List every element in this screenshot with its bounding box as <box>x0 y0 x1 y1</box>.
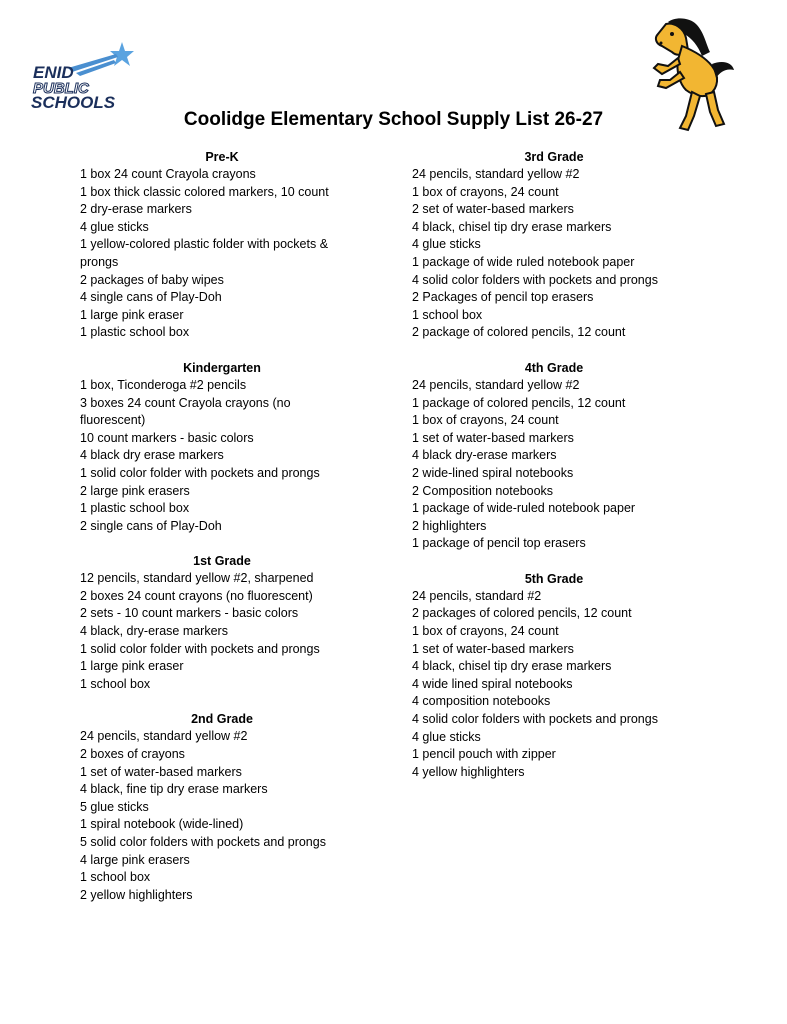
enid-logo-icon <box>28 40 138 112</box>
list-item: 5 solid color folders with pockets and prongs <box>80 835 326 849</box>
list-item: 4 glue sticks <box>80 219 149 234</box>
list-item: 1 pencil pouch with zipper <box>412 747 556 762</box>
list-item: 24 pencils, standard #2 <box>412 588 542 603</box>
supply-list <box>80 570 400 693</box>
list-item: 1 package of wide-ruled notebook paper <box>412 501 636 516</box>
left-column <box>80 148 400 921</box>
list-item: 10 count markers - basic colors <box>80 430 254 445</box>
list-item: 2 single cans of Play-Doh <box>80 518 222 533</box>
list-item: 24 pencils, standard yellow #2 <box>412 167 580 181</box>
list-item: 4 black, chisel tip dry erase markers <box>412 659 612 674</box>
list-item: 1 set of water-based markers <box>80 764 242 779</box>
list-item: 1 large pink eraser <box>80 659 184 674</box>
list-item: 1 yellow-colored plastic folder with pockets & prongs <box>80 237 329 269</box>
list-item: 2 wide-lined spiral notebooks <box>412 465 574 480</box>
list-item: 1 solid color folder with pockets and prongs <box>80 465 320 480</box>
list-item: 2 large pink erasers <box>80 483 190 498</box>
list-item: 1 box of crayons, 24 count <box>412 624 559 639</box>
list-item: 1 school box <box>412 307 483 322</box>
supply-list <box>80 377 400 535</box>
list-item: 4 glue sticks <box>412 237 481 252</box>
section-heading: Pre-K <box>205 150 239 164</box>
list-item: 2 highlighters <box>412 518 487 533</box>
section-heading: 3rd Grade <box>524 150 584 164</box>
page-title: Coolidge Elementary School Supply List 26-27 <box>183 109 604 130</box>
list-item: 2 dry-erase markers <box>80 202 192 217</box>
list-item: 4 glue sticks <box>412 729 481 744</box>
supply-list <box>412 588 732 782</box>
list-item: 1 solid color folder with pockets and prongs <box>80 641 320 656</box>
section-heading: 2nd Grade <box>191 712 253 727</box>
list-item: 1 spiral notebook (wide-lined) <box>80 817 244 832</box>
list-item: 3 boxes 24 count Crayola crayons (no fluorescent) <box>80 395 291 428</box>
section-heading: 5th Grade <box>524 571 584 586</box>
right-column <box>412 148 732 798</box>
list-item: 1 school box <box>80 676 151 691</box>
supply-list <box>80 166 400 342</box>
logo-line-public: PUBLIC <box>33 80 89 97</box>
list-item: 2 packages of baby wipes <box>80 272 224 287</box>
supply-list <box>80 728 400 904</box>
supply-list <box>412 166 732 342</box>
section-heading: 4th Grade <box>524 360 584 375</box>
list-item: 1 box, Ticonderoga #2 pencils <box>80 377 247 392</box>
list-item: 1 package of colored pencils, 12 count <box>412 395 626 410</box>
list-item: 4 wide lined spiral notebooks <box>412 676 573 691</box>
list-item: 2 Composition notebooks <box>412 483 554 498</box>
list-item: 24 pencils, standard yellow #2 <box>412 377 580 392</box>
list-item: 4 black dry-erase markers <box>412 448 557 463</box>
list-item: 2 set of water-based markers <box>412 202 574 217</box>
list-item: 4 solid color folders with pockets and prongs <box>412 712 658 727</box>
list-item: 1 package of wide ruled notebook paper <box>412 254 635 269</box>
list-item: 4 black dry erase markers <box>80 448 224 463</box>
list-item: 4 black, dry-erase markers <box>80 624 228 639</box>
list-item: 1 large pink eraser <box>80 307 184 322</box>
section-1st-grade <box>80 552 400 693</box>
list-item: 1 box 24 count Crayola crayons <box>80 167 256 181</box>
list-item: 1 plastic school box <box>80 325 190 340</box>
list-item: 4 black, fine tip dry erase markers <box>80 782 268 797</box>
list-item: 4 composition notebooks <box>412 694 551 709</box>
list-item: 4 single cans of Play-Doh <box>80 290 222 305</box>
list-item: 12 pencils, standard yellow #2, sharpened <box>80 571 314 586</box>
enid-public-schools-logo <box>28 40 138 112</box>
list-item: 2 yellow highlighters <box>80 887 193 902</box>
list-item: 1 plastic school box <box>80 501 190 516</box>
list-item: 4 black, chisel tip dry erase markers <box>412 219 612 234</box>
list-item: 2 sets - 10 count markers - basic colors <box>80 606 299 621</box>
section-4th-grade <box>412 359 732 553</box>
section-5th-grade <box>412 570 732 782</box>
logo-line-schools: SCHOOLS <box>31 93 116 112</box>
list-item: 1 box of crayons, 24 count <box>412 184 559 199</box>
section-kindergarten <box>80 359 400 535</box>
list-item: 4 solid color folders with pockets and prongs <box>412 272 658 287</box>
list-item: 1 set of water-based markers <box>412 641 574 656</box>
list-item: 2 boxes 24 count crayons (no fluorescent) <box>80 588 313 603</box>
list-item: 5 glue sticks <box>80 799 149 814</box>
section-3rd-grade <box>412 148 732 342</box>
section-2nd-grade <box>80 710 400 904</box>
list-item: 4 yellow highlighters <box>412 764 525 779</box>
section-heading: 1st Grade <box>193 554 251 569</box>
section-pre-k <box>80 148 400 342</box>
list-item: 2 package of colored pencils, 12 count <box>412 325 626 340</box>
supply-list <box>412 377 732 553</box>
logo-line-enid: ENID <box>33 63 74 82</box>
section-heading: Kindergarten <box>183 360 261 375</box>
list-item: 1 package of pencil top erasers <box>412 536 586 551</box>
list-item: 4 large pink erasers <box>80 852 190 867</box>
list-item: 1 set of water-based markers <box>412 430 574 445</box>
list-item: 1 box thick classic colored markers, 10 count <box>80 184 329 199</box>
list-item: 1 school box <box>80 870 151 885</box>
list-item: 2 boxes of crayons <box>80 747 185 762</box>
list-item: 1 box of crayons, 24 count <box>412 413 559 428</box>
list-item: 2 Packages of pencil top erasers <box>412 290 594 305</box>
list-item: 24 pencils, standard yellow #2 <box>80 729 248 744</box>
list-item: 2 packages of colored pencils, 12 count <box>412 606 632 621</box>
